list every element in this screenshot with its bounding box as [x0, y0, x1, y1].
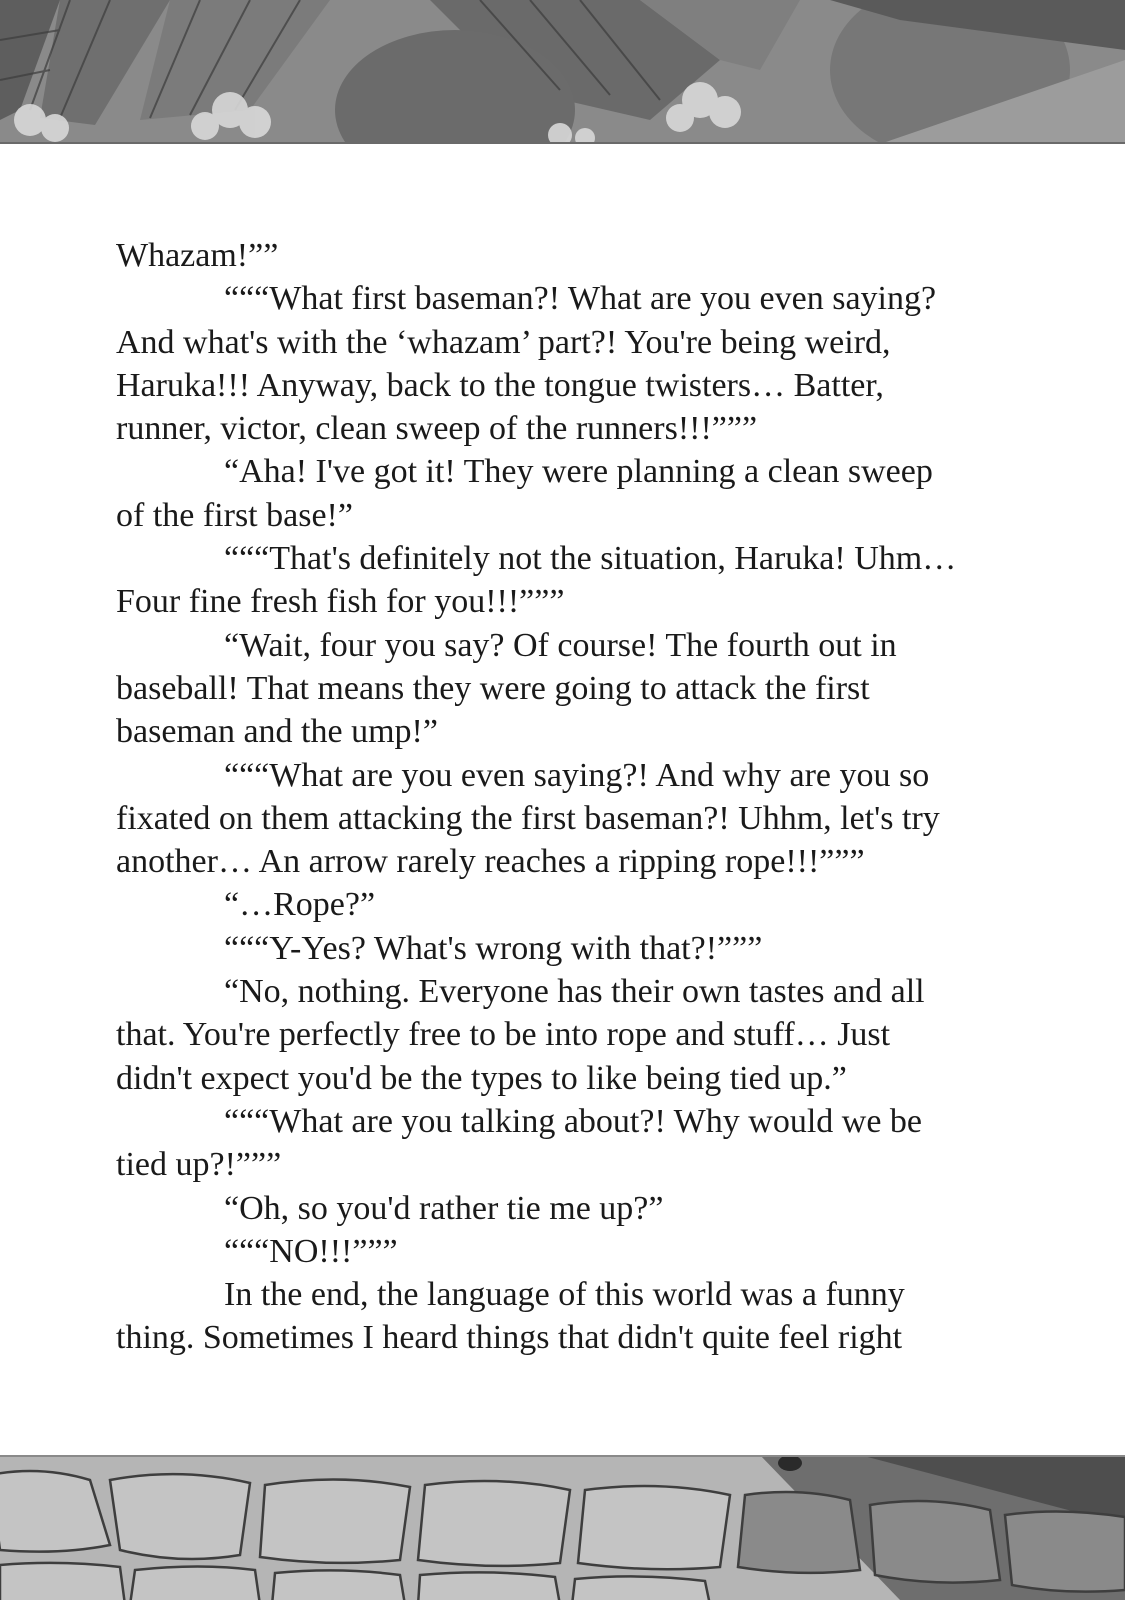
text-line: tied up?!””” — [116, 1146, 282, 1184]
text-line: “““NO!!!””” — [224, 1232, 398, 1270]
text-line: Four fine fresh fish for you!!!””” — [116, 583, 565, 621]
text-line: “““What first baseman?! What are you even saying? — [224, 280, 937, 318]
bottom-illustration-banner — [0, 1455, 1125, 1600]
text-line: “““What are you talking about?! Why would we be — [224, 1102, 922, 1140]
text-line: “Oh, so you'd rather tie me up?” — [224, 1189, 664, 1227]
cobblestone-illustration — [0, 1455, 1125, 1600]
text-line: In the end, the language of this world was a funny — [224, 1276, 905, 1314]
text-line: thing. Sometimes I heard things that didn't quite feel right — [116, 1319, 903, 1357]
rooftop-illustration — [0, 0, 1125, 144]
text-line: “Aha! I've got it! They were planning a clean sweep — [224, 453, 933, 491]
text-line: “““Y-Yes? What's wrong with that?!””” — [224, 929, 763, 967]
text-line: of the first base!” — [116, 496, 353, 534]
text-line: that. You're perfectly free to be into rope and stuff… Just — [116, 1016, 891, 1054]
text-line: Haruka!!! Anyway, back to the tongue twisters… Batter, — [116, 366, 884, 404]
text-line: “Wait, four you say? Of course! The fourth out in — [224, 626, 897, 664]
text-line: didn't expect you'd be the types to like being tied up.” — [116, 1059, 847, 1097]
top-illustration-banner — [0, 0, 1125, 144]
text-line: “““What are you even saying?! And why are you so — [224, 756, 930, 794]
text-line: “No, nothing. Everyone has their own tastes and all — [224, 973, 925, 1011]
text-line: another… An arrow rarely reaches a ripping rope!!!””” — [116, 843, 865, 881]
text-line: fixated on them attacking the first baseman?! Uhhm, let's try — [116, 799, 940, 837]
text-line: “““That's definitely not the situation, Haruka! Uhm… — [224, 540, 957, 578]
text-line: runner, victor, clean sweep of the runners!!!””” — [116, 410, 758, 448]
text-line: And what's with the ‘whazam’ part?! You're being weird, — [116, 323, 891, 361]
text-line: baseball! That means they were going to attack the first — [116, 669, 870, 707]
text-line: Whazam!”” — [116, 237, 279, 274]
text-line: baseman and the ump!” — [116, 713, 438, 751]
page-body-text — [116, 234, 1016, 1360]
text-line: “…Rope?” — [224, 886, 376, 924]
